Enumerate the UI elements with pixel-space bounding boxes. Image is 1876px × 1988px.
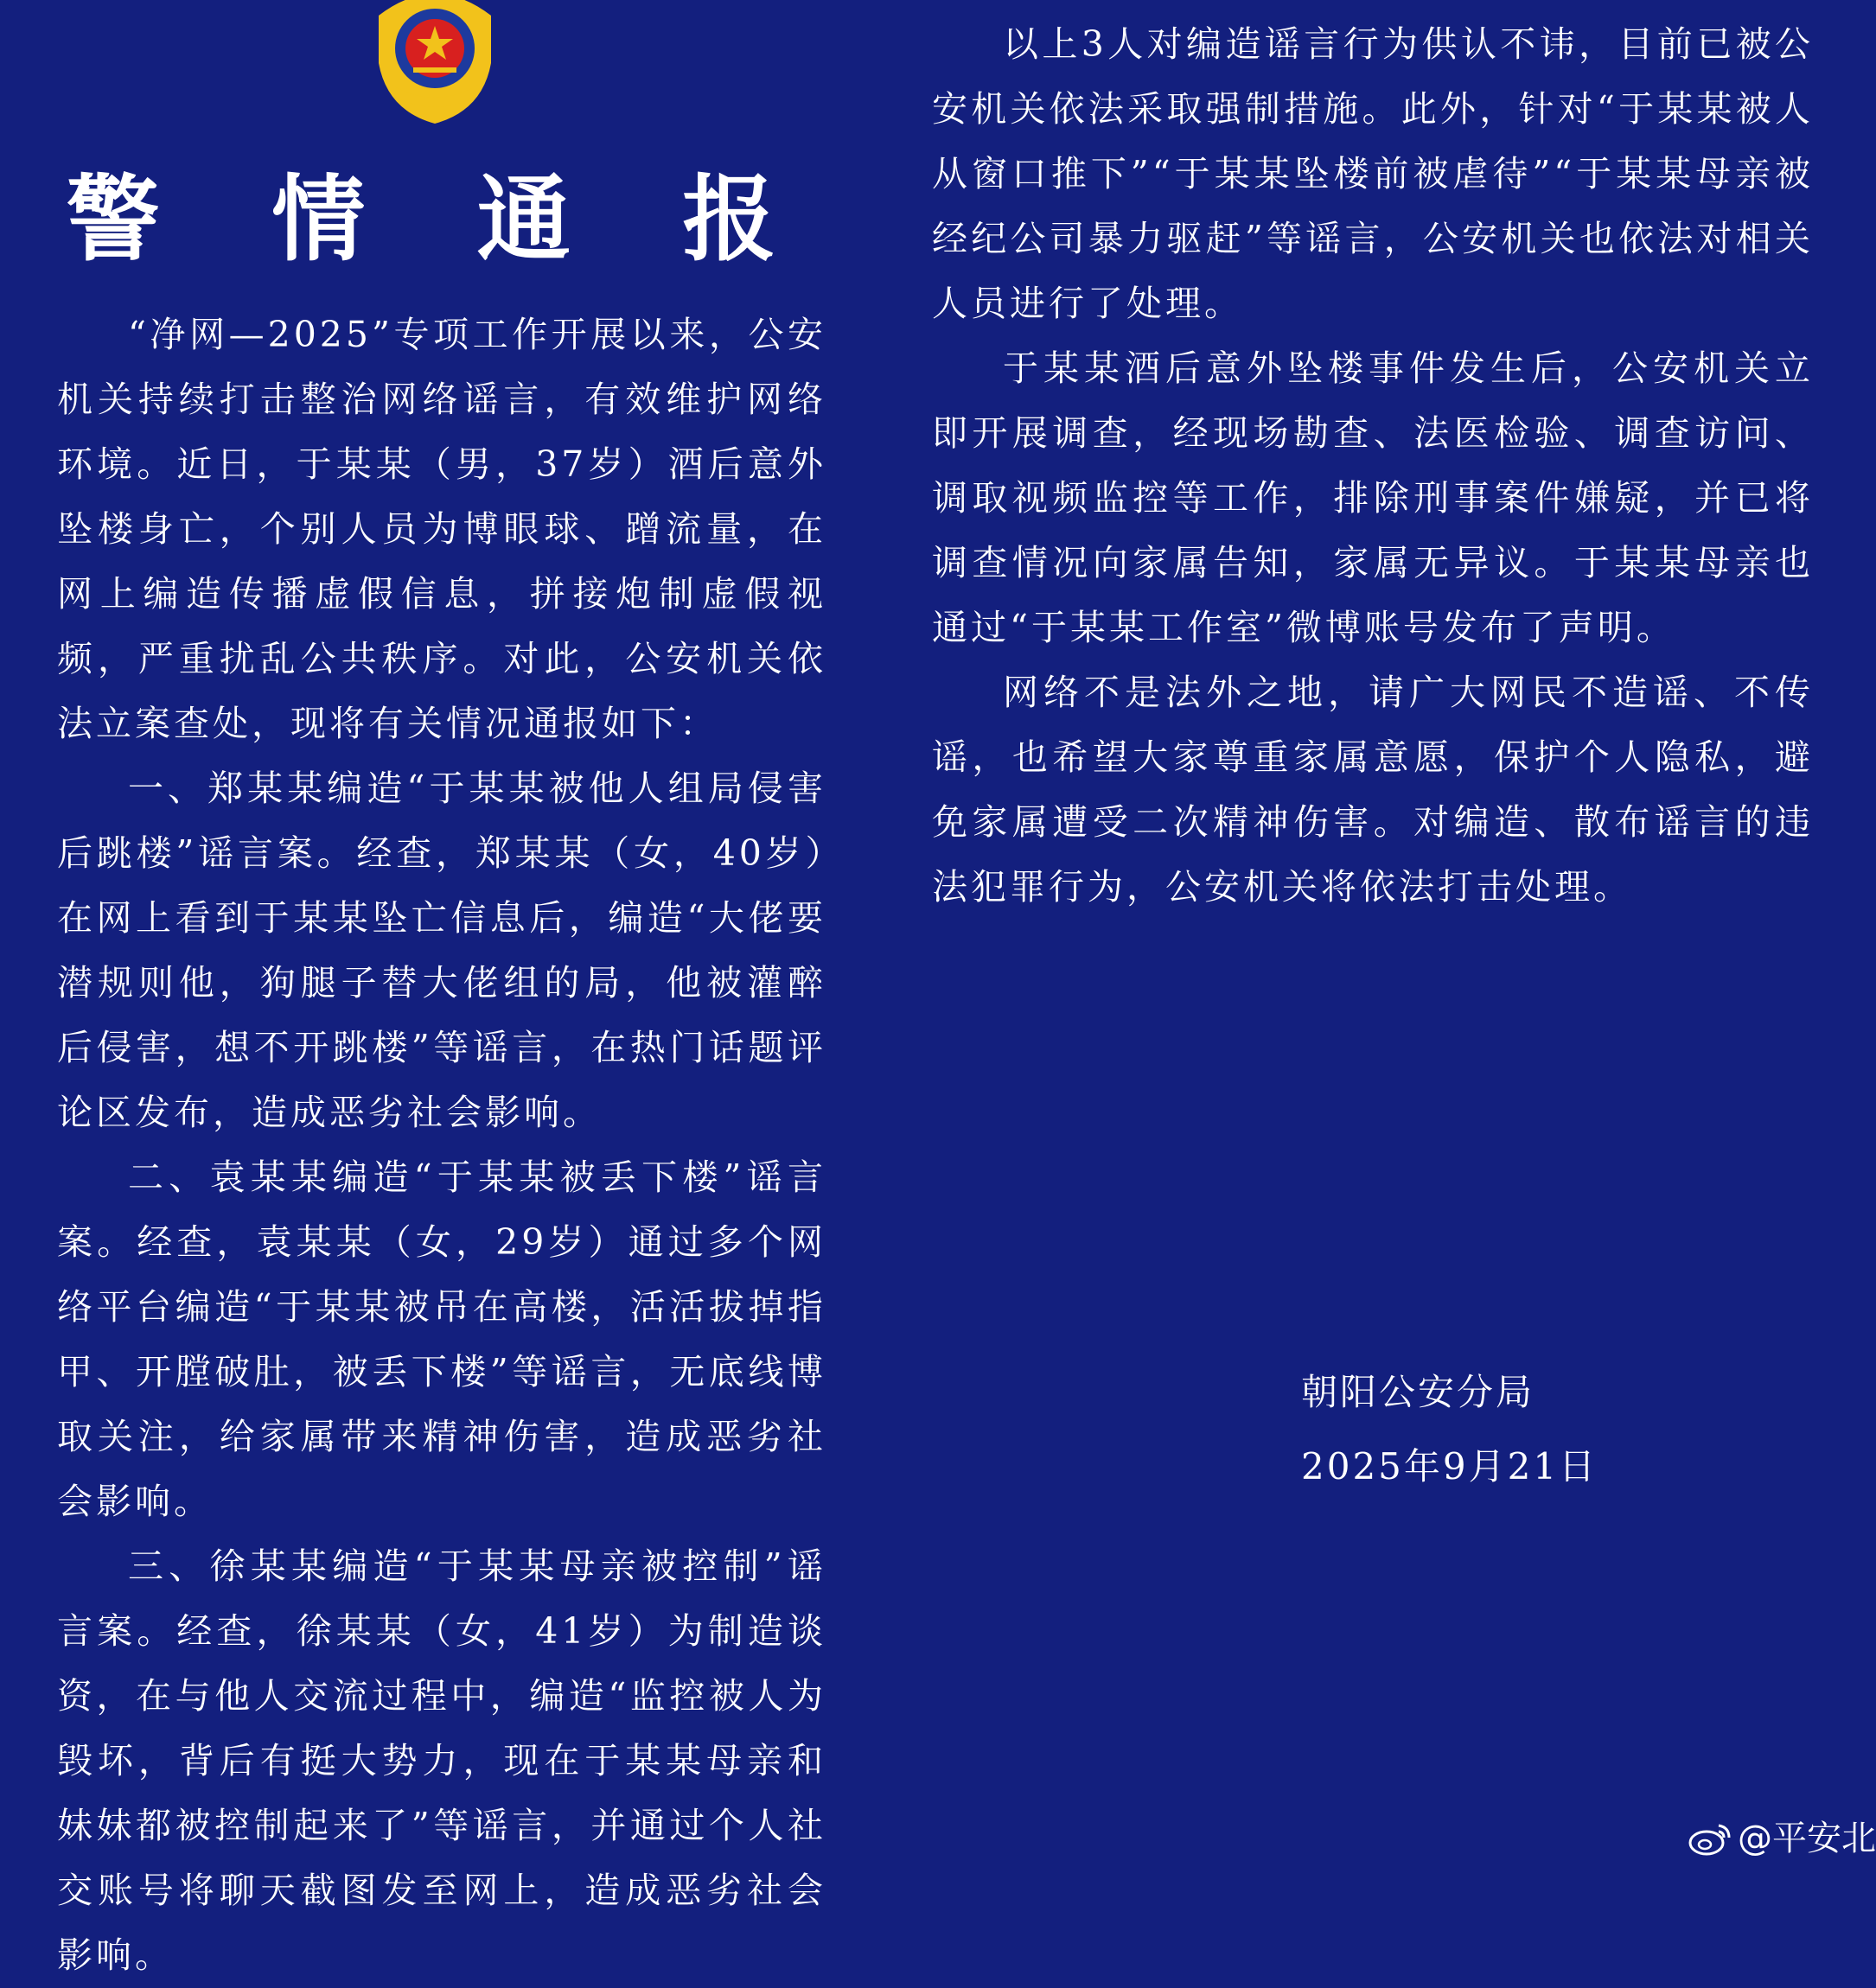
- measures-paragraph: 以上3人对编造谣言行为供认不讳，目前已被公安机关依法采取强制措施。此外，针对“于某某被人从窗口推下”“于某某坠楼前被虐待”“于某某母亲被经纪公司暴力驱赶”等谣言，公安机关也依法对相关人员进行了处理。: [932, 23, 1814, 324]
- left-column: [57, 303, 826, 1988]
- case-three-paragraph: 三、徐某某编造“于某某母亲被控制”谣言案。经查，徐某某（女，41岁）为制造谈资，在与他人交流过程中，编造“监控被人为毁坏，背后有挺大势力，现在于某某母亲和妹妹都被控制起来了”等谣言，并通过个人社交账号将聊天截图发至网上，造成恶劣社会影响。: [57, 1545, 826, 1976]
- police-emblem-icon: [361, 0, 508, 128]
- intro-paragraph: “净网—2025”专项工作开展以来，公安机关持续打击整治网络谣言，有效维护网络环境。近日，于某某（男，37岁）酒后意外坠楼身亡，个别人员为博眼球、蹭流量，在网上编造传播虚假信息，拼接炮制虚假视频，严重扰乱公共秩序。对此，公安机关依法立案查处，现将有关情况通报如下：: [57, 314, 826, 744]
- case-two-paragraph: 二、袁某某编造“于某某被丢下楼”谣言案。经查，袁某某（女，29岁）通过多个网络平台编造“于某某被吊在高楼，活活拔掉指甲、开膛破肚，被丢下楼”等谣言，无底线博取关注，给家属带来精神伤害，造成恶劣社会影响。: [57, 1156, 826, 1522]
- weibo-icon: [1688, 1820, 1732, 1857]
- notice-title: 警 情 通 报: [66, 166, 816, 274]
- issuer-name: 朝阳公安分局: [1301, 1371, 1535, 1413]
- signature-block: [1301, 1355, 1598, 1504]
- watermark-text: @平安北: [1738, 1819, 1876, 1858]
- case-one-paragraph: 一、郑某某编造“于某某被他人组局侵害后跳楼”谣言案。经查，郑某某（女，40岁）在网上看到于某某坠亡信息后，编造“大佬要潜规则他，狗腿子替大佬组的局，他被灌醉后侵害，想不开跳楼”等谣言，在热门话题评论区发布，造成恶劣社会影响。: [57, 768, 826, 1133]
- weibo-watermark: [1688, 1817, 1876, 1860]
- right-column: [932, 12, 1814, 920]
- investigation-paragraph: 于某某酒后意外坠楼事件发生后，公安机关立即开展调查，经现场勘查、法医检验、调查访问、调取视频监控等工作，排除刑事案件嫌疑，并已将调查情况向家属告知，家属无异议。于某某母亲也通过“于某某工作室”微博账号发布了声明。: [932, 347, 1814, 648]
- warning-paragraph: 网络不是法外之地，请广大网民不造谣、不传谣，也希望大家尊重家属意愿，保护个人隐私，避免家属遭受二次精神伤害。对编造、散布谣言的违法犯罪行为，公安机关将依法打击处理。: [932, 672, 1814, 908]
- issue-date: 2025年9月21日: [1301, 1445, 1598, 1488]
